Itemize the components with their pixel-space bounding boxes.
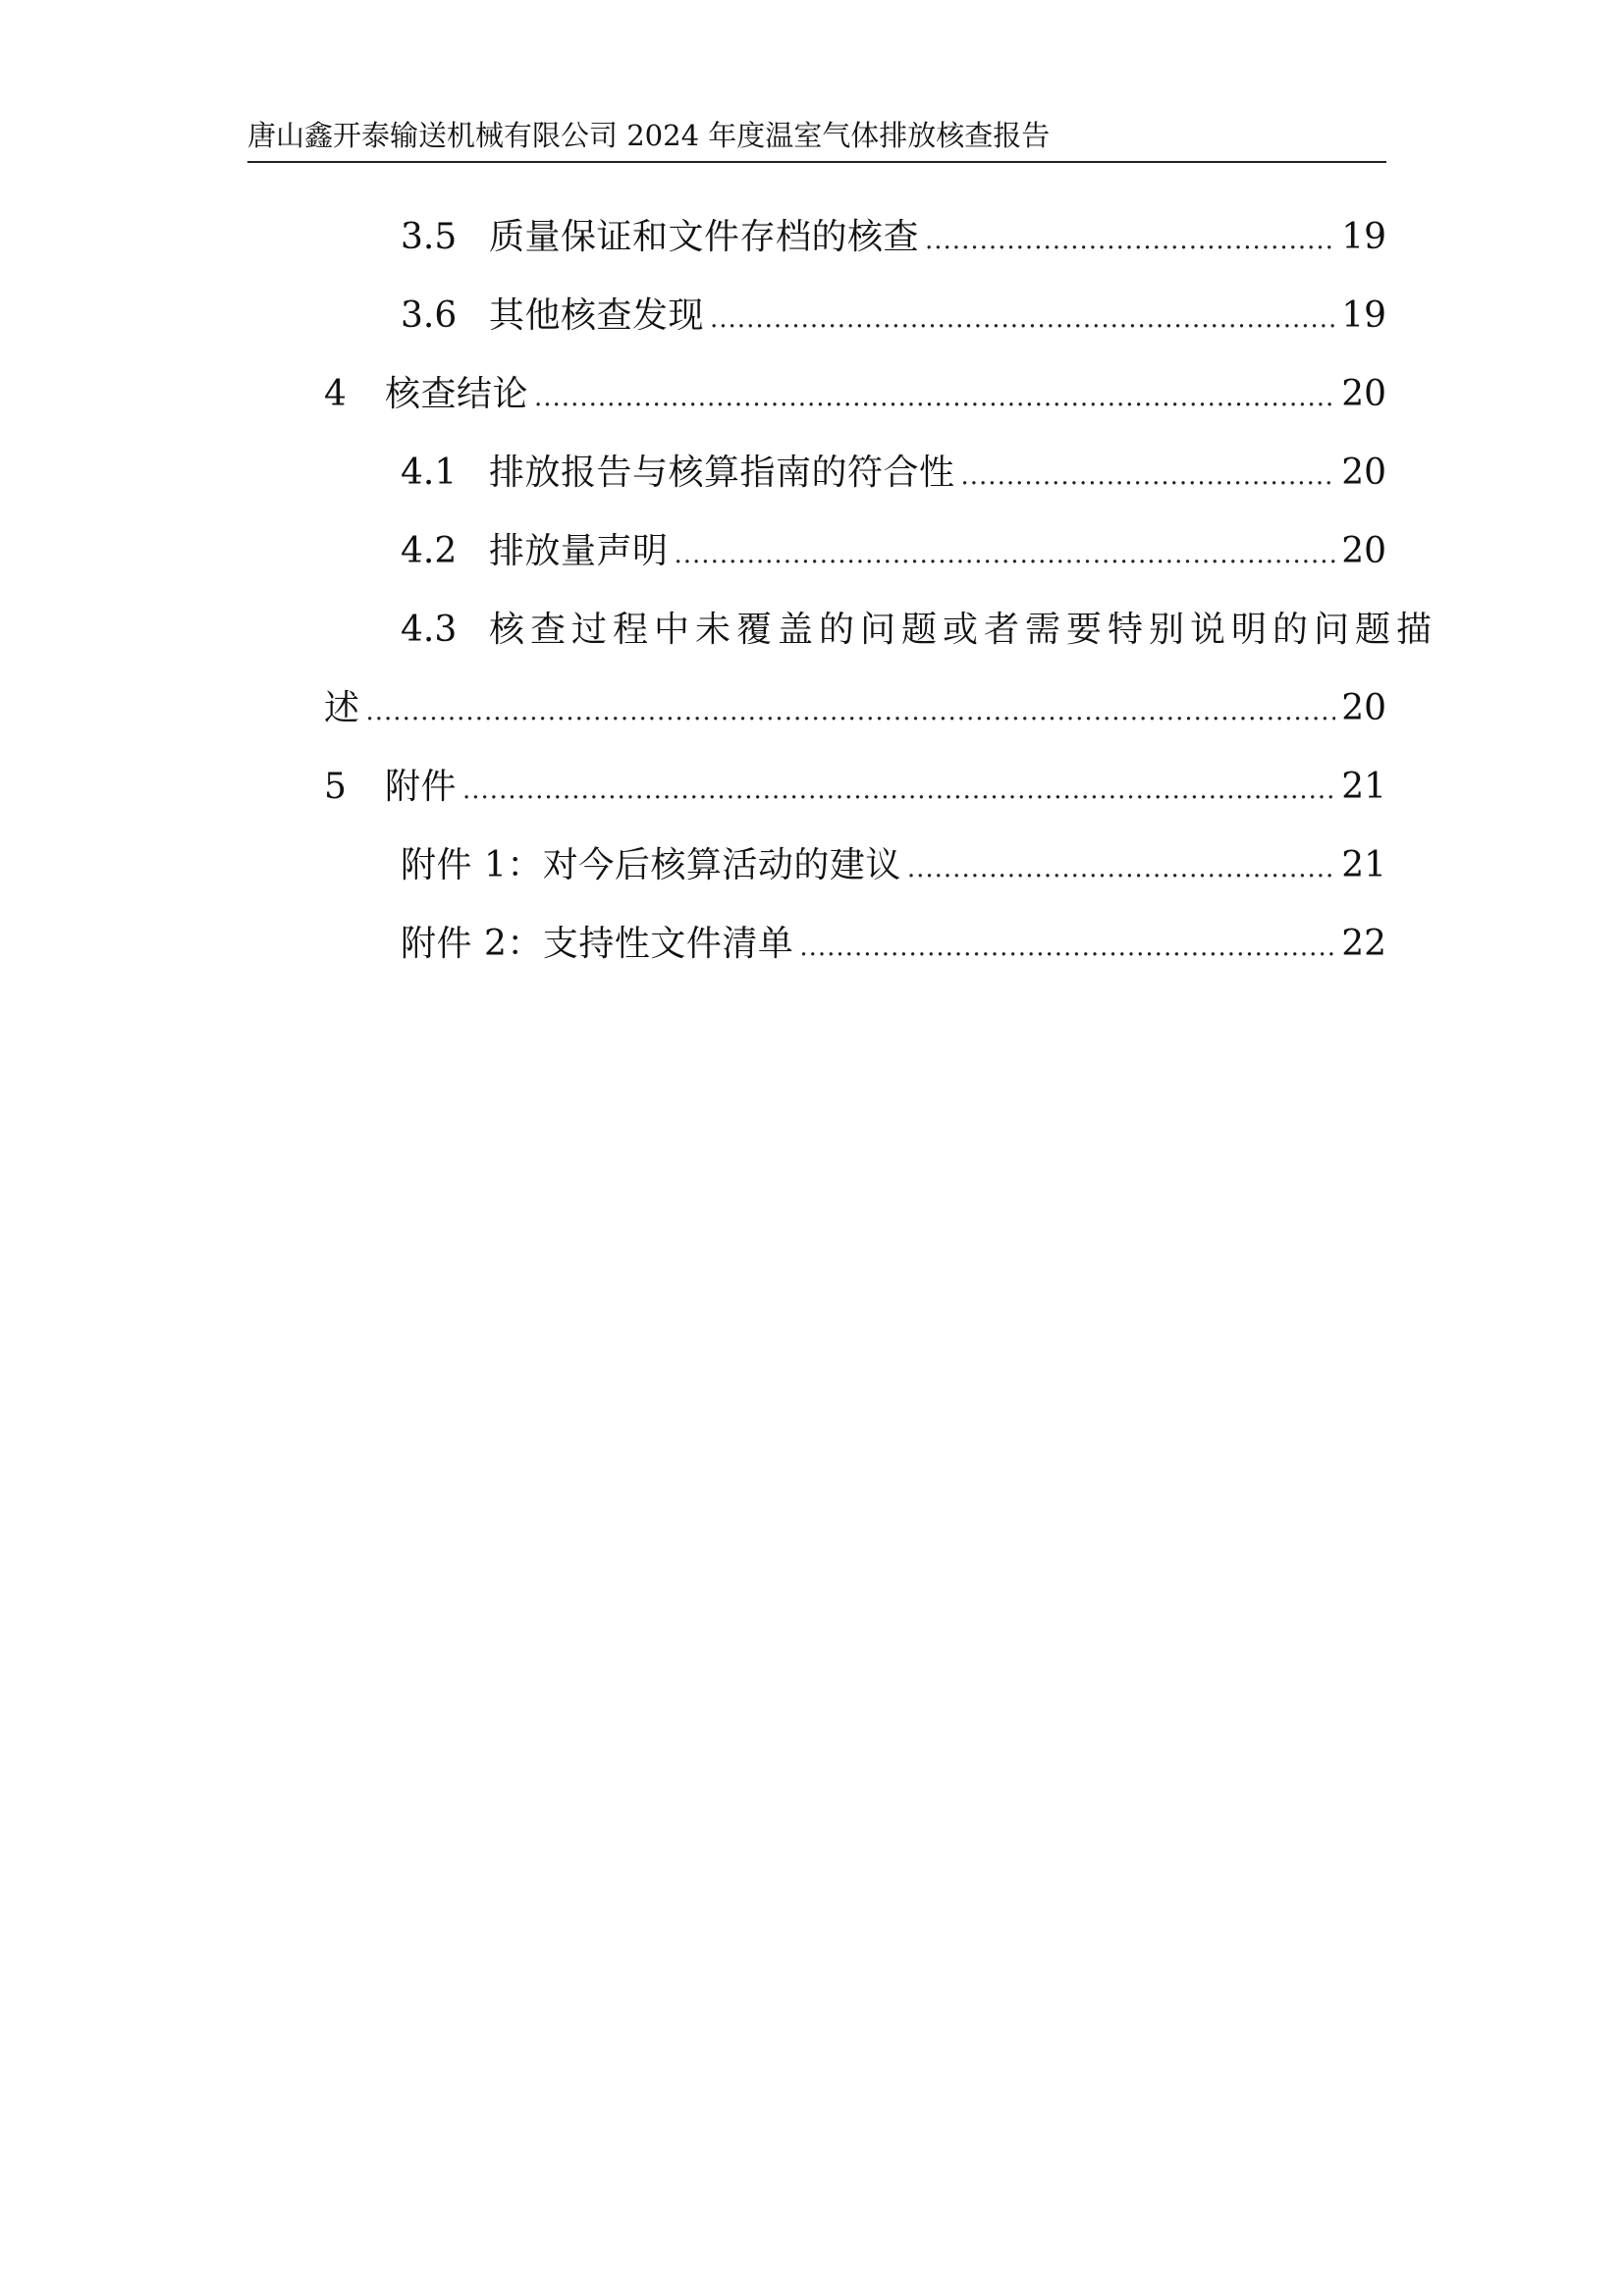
toc-entry-page: 21	[1341, 767, 1386, 807]
toc-entry-4[interactable]	[324, 365, 1386, 424]
toc-entry-number: 4	[324, 374, 347, 414]
toc-entry-label: 附件 1：对今后核算活动的建议	[401, 845, 901, 885]
toc-entry-page: 19	[1341, 295, 1386, 336]
toc-entry-page: 21	[1341, 845, 1386, 885]
toc-entry-5[interactable]	[324, 758, 1386, 817]
toc-dot-leader	[675, 525, 1336, 584]
toc-entry-page: 20	[1341, 374, 1386, 414]
toc-entry-page: 20	[1341, 453, 1386, 493]
toc-dot-leader	[710, 290, 1335, 348]
toc-entry-number: 4.3	[401, 610, 458, 650]
toc-entry-label: 排放量声明	[489, 531, 669, 571]
toc-entry-label: 附件	[385, 767, 458, 807]
toc-entry-label: 核查过程中未覆盖的问题或者需要特别说明的问题描	[489, 610, 1438, 650]
toc-entry-label-continued: 述	[324, 688, 360, 728]
toc-entry-page: 20	[1341, 531, 1386, 571]
toc-entry-number: 4.2	[401, 531, 458, 571]
toc-entry-page: 19	[1341, 217, 1386, 257]
toc-entry-4-1[interactable]	[401, 444, 1386, 503]
toc-dot-leader	[534, 368, 1335, 427]
toc-dot-leader	[462, 761, 1335, 820]
toc-entry-3-5[interactable]	[401, 208, 1386, 267]
toc-entry-page: 22	[1341, 924, 1386, 964]
toc-entry-number: 4.1	[401, 453, 458, 493]
toc-entry-4-2[interactable]	[401, 522, 1386, 581]
toc-entry-number: 3.5	[401, 217, 458, 257]
toc-entry-4-3[interactable]	[401, 601, 1438, 660]
toc-entry-number: 3.6	[401, 295, 458, 336]
toc-entry-label: 质量保证和文件存档的核查	[489, 217, 920, 257]
toc-entry-page: 20	[1341, 688, 1386, 728]
toc-entry-label: 附件 2：支持性文件清单	[401, 924, 794, 964]
toc-dot-leader	[925, 211, 1335, 270]
toc-entry-4-3-continuation[interactable]	[324, 679, 1386, 738]
toc-entry-number: 5	[324, 767, 347, 807]
toc-entry-appendix-1[interactable]	[401, 836, 1386, 895]
toc-entry-label: 排放报告与核算指南的符合性	[489, 453, 955, 493]
toc-entry-appendix-2[interactable]	[401, 915, 1386, 974]
toc-dot-leader	[799, 918, 1335, 977]
toc-dot-leader	[907, 839, 1335, 898]
toc-dot-leader	[366, 682, 1336, 741]
report-header-title: 唐山鑫开泰输送机械有限公司 2024 年度温室气体排放核查报告	[247, 119, 1051, 152]
toc-entry-3-6[interactable]	[401, 287, 1386, 346]
toc-entry-label: 其他核查发现	[489, 295, 705, 336]
toc-dot-leader	[961, 447, 1336, 506]
toc-entry-label: 核查结论	[385, 374, 529, 414]
